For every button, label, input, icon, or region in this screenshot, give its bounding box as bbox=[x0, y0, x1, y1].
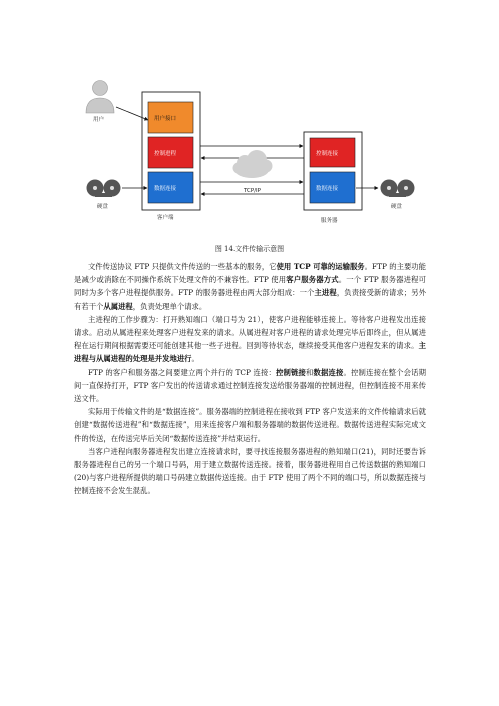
server-box-label-data-connection: 数据连接 bbox=[316, 186, 339, 192]
text-run: ，负责处理单个请求。 bbox=[132, 301, 207, 311]
text-run: 。FTP 的主要功能是减少或消除在不同操作系统下处理文件的不兼容性。FTP 使用 bbox=[74, 262, 426, 285]
bold-text: 客户服务器方式 bbox=[286, 275, 339, 285]
user-label: 用户 bbox=[93, 117, 105, 123]
article-body bbox=[74, 260, 426, 498]
bold-text: 从属进程 bbox=[103, 301, 133, 311]
cloud-label: TCP/IP bbox=[244, 188, 261, 194]
text-run: 当客户进程向服务器进程发出建立连接请求时，要寻找连接服务器进程的熟知端口(21)，同时还要告诉服务器进程自己的另一个端口号码，用于建立数据传送连接。接着，服务器进程用自己传送数据的熟知端口(20)与客户进程所提供的端口号码建立数据传送连接。由于 FTP 使用了两个不同的端口号，所以数据连接与控制连接不会发生混乱。 bbox=[74, 446, 426, 496]
paragraph bbox=[74, 366, 426, 406]
disk-left-label: 硬盘 bbox=[97, 204, 109, 210]
text-run: 主进程的工作步骤为：打开熟知端口（端口号为 21），使客户进程能够连接上。等待客户进程发出连接请求。启动从属进程来处理客户进程发来的请求。从属进程对客户进程的请求处理完毕后即终止，但从属进程在运行期间根据需要还可能创建其他一些子进程。回到等待状态，继续接受其他客户进程发来的请求。 bbox=[74, 314, 426, 351]
bold-text: 使用 TCP 可靠的运输服务 bbox=[276, 262, 365, 271]
figure-caption: 图 14.文件传输示意图 bbox=[214, 245, 285, 253]
hard-disk-icon bbox=[87, 180, 121, 198]
bold-text: 控制链接 bbox=[275, 367, 306, 377]
user-to-interface-line bbox=[116, 107, 148, 120]
hard-disk-icon bbox=[381, 180, 415, 198]
cloud-icon bbox=[233, 150, 273, 178]
client-label: 客户端 bbox=[157, 215, 174, 221]
paragraph bbox=[74, 260, 426, 313]
paragraph bbox=[74, 313, 426, 366]
bold-text: 数据连接 bbox=[313, 367, 344, 377]
server-box-label-control-connection: 控制连接 bbox=[316, 151, 339, 157]
client-box-label-user-interface: 用户接口 bbox=[154, 116, 177, 122]
text-run: 。一个 FTP 服务器进程可同时为多个客户进程提供服务。FTP 的服务器进程由两大部分组成：一个 bbox=[74, 275, 426, 298]
disk-right-label: 硬盘 bbox=[391, 204, 403, 210]
text-run: 。控制连接在整个会话期间一直保持打开，FTP 客户发出的传送请求通过控制连接发送给服务器端的控制进程，但控制连接不用来传送文件。 bbox=[74, 367, 426, 404]
text-run: 实际用于传输文件的是“数据连接”。服务器端的控制进程在接收到 FTP 客户发送来的文件传输请求后就创建“数据传送进程”和“数据连接”，用来连接客户端和服务器端的数据传送进程。数据传送进程实际完成文件的传送，在传送完毕后关闭“数据传送连接”并结束运行。 bbox=[74, 407, 426, 443]
bold-text: 主进程与从属进程的处理是并发地进行 bbox=[74, 341, 426, 364]
ftp-diagram bbox=[0, 0, 499, 240]
text-run: 。 bbox=[191, 354, 199, 364]
text-run: 和 bbox=[306, 367, 314, 377]
text-run: 文件传送协议 FTP 只提供文件传送的一些基本的服务，它 bbox=[87, 262, 277, 271]
client-box-label-control-process: 控制进程 bbox=[154, 151, 177, 157]
bold-text: 主进程 bbox=[314, 288, 337, 298]
text-run: ，负责接受新的请求；另外有若干个 bbox=[74, 288, 426, 311]
paragraph bbox=[74, 445, 426, 498]
user-icon bbox=[86, 81, 114, 114]
text-run: FTP 的客户和服务器之间要建立两个并行的 TCP 连接： bbox=[87, 367, 276, 377]
paragraph bbox=[74, 405, 426, 445]
client-box-label-data-connection: 数据连接 bbox=[154, 186, 177, 192]
server-label: 服务器 bbox=[321, 218, 338, 224]
